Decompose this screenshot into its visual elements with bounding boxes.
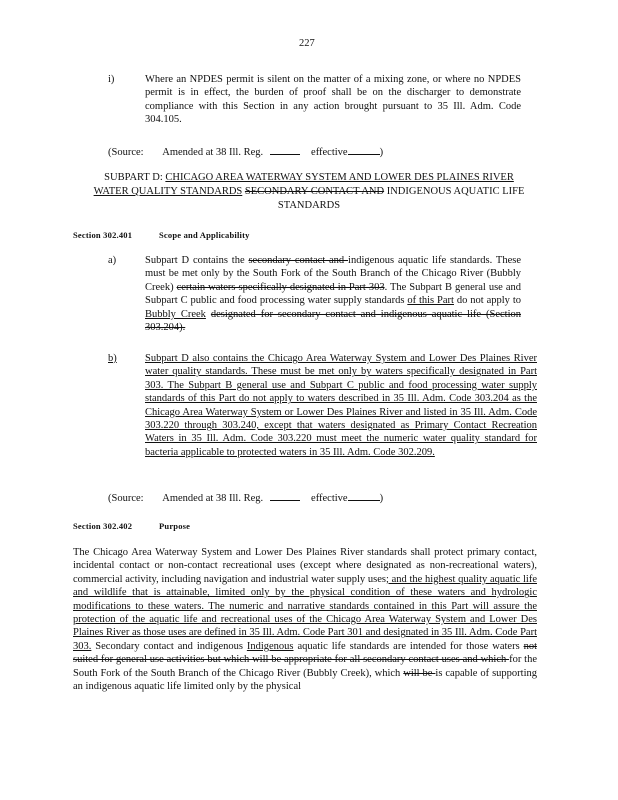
source-label: (Source: [108, 147, 144, 158]
subpart-prefix: SUBPART D: [104, 172, 163, 183]
section-402-title: Purpose [159, 521, 191, 531]
source-note-2: (Source: Amended at 38 Ill. Reg. effective ) [108, 493, 384, 504]
purpose-seg2: Secondary contact and indigenous [91, 640, 247, 652]
effective-blank [348, 491, 380, 501]
item-i-marker: i) [108, 74, 115, 85]
para-a-inserted1: of this Part [407, 295, 454, 307]
amended-text: Amended at 38 Ill. Reg. [162, 493, 264, 504]
purpose-seg1: The Chicago Area Waterway System and Lower Des Plaines River standards shall protect primary contact, incidental contact or non-contact recreational uses (except where designated as non-recreational waters), commercial activity, including navigation and industrial water supply uses [73, 547, 537, 585]
para-a-deleted1: secondary contact and [248, 255, 349, 266]
para-a-seg5: do not apply to [453, 295, 521, 307]
purpose-inserted2: Indigenous [246, 640, 294, 652]
para-a-deleted3: designated for secondary contact and indigenous aquatic life (Section 303.204). [145, 308, 521, 334]
para-a-marker: a) [108, 255, 117, 266]
subpart-title-new: CHICAGO AREA WATERWAY SYSTEM AND LOWER DES PLAINES RIVER WATER QUALITY STANDARDS [93, 172, 514, 197]
para-a-seg2: indigenous aquatic life standards. These must be met only by the South Fork of the South Branch of the Chicago River (Bubbly Creek) [145, 255, 521, 293]
effective-label: effective [311, 493, 348, 504]
para-a-seg4: and Subpart C public and food processing water supply standards [145, 281, 521, 307]
source-label: (Source: [108, 493, 144, 504]
purpose-deleted1: not suited for general use activities but which will be appropriate for all secondary contact uses and which [73, 640, 537, 666]
section-401-title: Scope and Applicability [159, 230, 250, 240]
reg-blank [270, 491, 300, 501]
purpose-inserted1: ; and the highest quality aquatic life and wildlife that is attainable, limited only by the physical condition of these waters and hydrologic modifications to these waters. The numeric and narrative standards contained in this Part will assure the protection of the aquatic life and recreational uses of the Chicago Area Waterway System and Lower Des Plaines River as those uses are defined in 35 Ill. Adm. Code Part 301 and designated in 35 Ill. Adm. Code Part 303. [73, 573, 537, 652]
subpart-title-line3: INDIGENOUS AQUATIC LIFE STANDARDS [277, 186, 525, 211]
section-401-label: Section 302.401 [73, 230, 133, 240]
effective-blank [348, 145, 380, 155]
purpose-deleted2: will be [403, 667, 436, 679]
amended-text: Amended at 38 Ill. Reg. [162, 147, 264, 158]
reg-blank [270, 145, 300, 155]
para-a-seg3: . The Subpart B general use [384, 281, 503, 293]
para-b-text: Subpart D also contains the Chicago Area Waterway System and Lower Des Plaines River water quality standards. These must be met only by waters specifically designated in Part 303. The Subpart B general use and Subpart C public and food processing water supply standards of this Part do not apply to waters described in 35 Ill. Adm. Code 303.204 as the Chicago Area Waterway System or Lower Des Plaines River and listed in 35 Ill. Adm. Code 303.220 through 303.240, except that waters designated as Primary Contact Recreation Waters in 35 Ill. Adm. Code 303.220 must meet the numeric water quality standard for bacteria applicable to protected waters in 35 Ill. Adm. Code 302.209. [145, 353, 537, 458]
purpose-seg3: aquatic life standards are intended for those waters [293, 640, 524, 652]
purpose-paragraph [73, 546, 537, 693]
para-a-deleted2: certain waters specifically designated in Part 303 [176, 281, 385, 293]
item-i-text: Where an NPDES permit is silent on the matter of a mixing zone, or where no NPDES permit is in effect, the burden of proof shall be on the discharger to demonstrate compliance with this Section in any action brought pursuant to 35 Ill. Adm. Code 304.105. [145, 74, 521, 126]
page-number: 227 [299, 38, 315, 49]
para-a-inserted2: Bubbly Creek [145, 308, 206, 320]
para-a-text [145, 254, 521, 334]
para-b-marker: b) [108, 353, 117, 364]
effective-label: effective [311, 147, 348, 158]
para-a-seg1: Subpart D contains the [145, 255, 249, 266]
section-402-label: Section 302.402 [73, 521, 133, 531]
purpose-seg5: is capable of supporting an indigenous aquatic life limited only by the physical [73, 667, 537, 693]
source-note-1: (Source: Amended at 38 Ill. Reg. effective ) [108, 147, 384, 158]
purpose-seg4: for the South Fork of the South Branch of the Chicago River (Bubbly Creek), which [73, 654, 537, 679]
subpart-heading [88, 171, 530, 213]
subpart-title-deleted: SECONDARY CONTACT AND [244, 186, 385, 197]
